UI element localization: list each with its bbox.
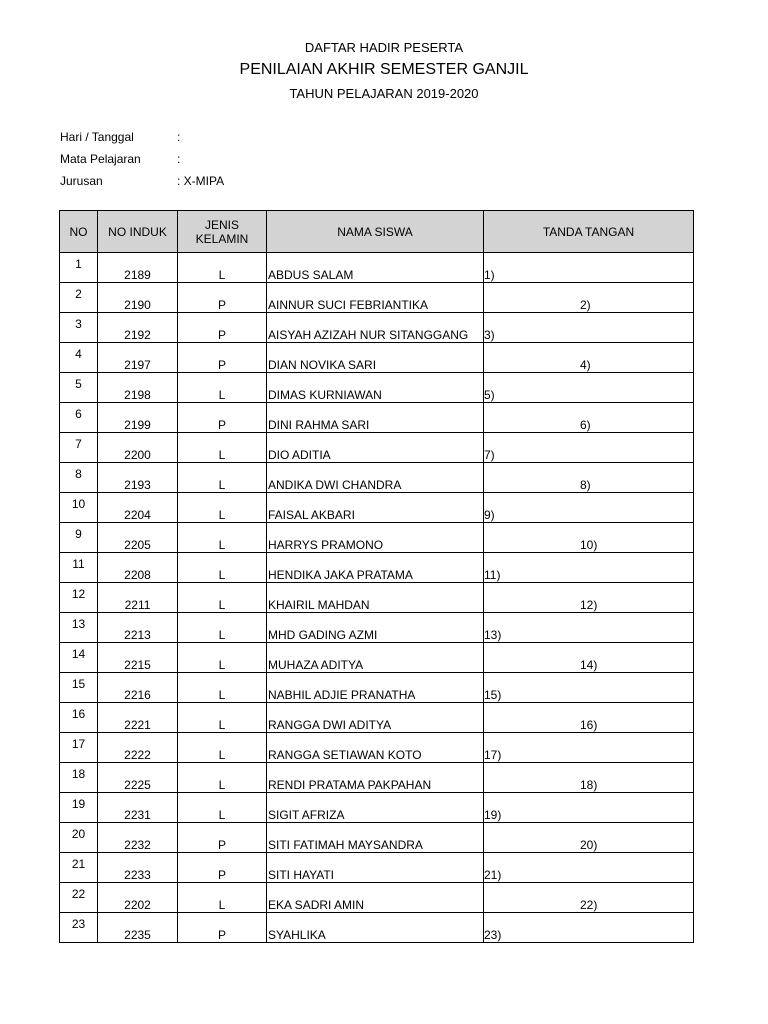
cell-jenis-kelamin: P: [178, 283, 267, 313]
table-header-row: [60, 211, 694, 253]
cell-tanda-tangan: 3): [484, 313, 694, 343]
cell-no: 12: [60, 583, 98, 613]
cell-no: 8: [60, 463, 98, 493]
doc-title-line2: PENILAIAN AKHIR SEMESTER GANJIL: [239, 61, 529, 78]
attendance-table: [59, 210, 694, 943]
doc-title-line1: DAFTAR HADIR PESERTA: [304, 40, 464, 55]
cell-tanda-tangan: 4): [484, 343, 694, 373]
table-row: [60, 643, 694, 673]
table-row: [60, 253, 694, 283]
table-row: [60, 913, 694, 943]
cell-no: 1: [60, 253, 98, 283]
cell-jenis-kelamin: L: [178, 523, 267, 553]
cell-tanda-tangan: 23): [484, 913, 694, 943]
cell-jenis-kelamin: L: [178, 253, 267, 283]
info-row-major: [60, 174, 224, 188]
cell-no: 5: [60, 373, 98, 403]
col-header-nama-siswa: NAMA SISWA: [267, 211, 484, 253]
cell-tanda-tangan: 7): [484, 433, 694, 463]
cell-jenis-kelamin: L: [178, 373, 267, 403]
cell-nama-siswa: HARRYS PRAMONO: [267, 523, 484, 553]
cell-nama-siswa: DIMAS KURNIAWAN: [267, 373, 484, 403]
cell-nama-siswa: HENDIKA JAKA PRATAMA: [267, 553, 484, 583]
cell-no: 23: [60, 913, 98, 943]
cell-tanda-tangan: 19): [484, 793, 694, 823]
cell-jenis-kelamin: L: [178, 703, 267, 733]
cell-no-induk: 2208: [98, 553, 178, 583]
info-value: : X-MIPA: [177, 174, 225, 188]
cell-no-induk: 2202: [98, 883, 178, 913]
table-row: [60, 673, 694, 703]
table-row: [60, 763, 694, 793]
cell-jenis-kelamin: P: [178, 853, 267, 883]
info-row-subject: [60, 152, 180, 166]
cell-no: 6: [60, 403, 98, 433]
cell-tanda-tangan: 13): [484, 613, 694, 643]
cell-no-induk: 2204: [98, 493, 178, 523]
cell-jenis-kelamin: L: [178, 733, 267, 763]
cell-tanda-tangan: 17): [484, 733, 694, 763]
cell-nama-siswa: MUHAZA ADITYA: [267, 643, 484, 673]
table-row: [60, 403, 694, 433]
cell-no-induk: 2232: [98, 823, 178, 853]
cell-no: 9: [60, 523, 98, 553]
cell-no: 15: [60, 673, 98, 703]
cell-jenis-kelamin: P: [178, 403, 267, 433]
info-label: Mata Pelajaran: [60, 152, 141, 166]
cell-nama-siswa: SITI FATIMAH MAYSANDRA: [267, 823, 484, 853]
cell-no-induk: 2197: [98, 343, 178, 373]
cell-no: 13: [60, 613, 98, 643]
cell-no-induk: 2190: [98, 283, 178, 313]
cell-tanda-tangan: 21): [484, 853, 694, 883]
cell-no-induk: 2211: [98, 583, 178, 613]
cell-no: 7: [60, 433, 98, 463]
cell-jenis-kelamin: P: [178, 313, 267, 343]
cell-no-induk: 2193: [98, 463, 178, 493]
table-row: [60, 823, 694, 853]
table-row: [60, 703, 694, 733]
cell-tanda-tangan: 16): [484, 703, 694, 733]
cell-nama-siswa: AISYAH AZIZAH NUR SITANGGANG: [267, 313, 484, 343]
info-row-date: [60, 130, 180, 144]
cell-no-induk: 2213: [98, 613, 178, 643]
table-row: [60, 523, 694, 553]
cell-tanda-tangan: 12): [484, 583, 694, 613]
cell-nama-siswa: SYAHLIKA: [267, 913, 484, 943]
cell-tanda-tangan: 18): [484, 763, 694, 793]
cell-nama-siswa: DIAN NOVIKA SARI: [267, 343, 484, 373]
table-row: [60, 553, 694, 583]
doc-title-line3: TAHUN PELAJARAN 2019-2020: [289, 86, 479, 101]
col-header-tanda-tangan: TANDA TANGAN: [484, 211, 694, 253]
cell-nama-siswa: ANDIKA DWI CHANDRA: [267, 463, 484, 493]
table-row: [60, 613, 694, 643]
cell-no: 18: [60, 763, 98, 793]
cell-tanda-tangan: 6): [484, 403, 694, 433]
cell-no: 19: [60, 793, 98, 823]
table-row: [60, 883, 694, 913]
cell-tanda-tangan: 22): [484, 883, 694, 913]
cell-tanda-tangan: 10): [484, 523, 694, 553]
cell-nama-siswa: SIGIT AFRIZA: [267, 793, 484, 823]
info-value: :: [177, 130, 181, 144]
table-row: [60, 313, 694, 343]
cell-no-induk: 2199: [98, 403, 178, 433]
cell-no-induk: 2205: [98, 523, 178, 553]
cell-nama-siswa: ABDUS SALAM: [267, 253, 484, 283]
cell-no: 21: [60, 853, 98, 883]
cell-jenis-kelamin: L: [178, 463, 267, 493]
cell-jenis-kelamin: L: [178, 583, 267, 613]
cell-no: 11: [60, 553, 98, 583]
table-row: [60, 493, 694, 523]
table-row: [60, 583, 694, 613]
cell-jenis-kelamin: P: [178, 823, 267, 853]
cell-no: 4: [60, 343, 98, 373]
cell-tanda-tangan: 1): [484, 253, 694, 283]
cell-tanda-tangan: 14): [484, 643, 694, 673]
col-header-no-induk: NO INDUK: [98, 211, 178, 253]
table-row: [60, 343, 694, 373]
cell-no-induk: 2192: [98, 313, 178, 343]
cell-nama-siswa: FAISAL AKBARI: [267, 493, 484, 523]
table-row: [60, 373, 694, 403]
cell-tanda-tangan: 9): [484, 493, 694, 523]
cell-no-induk: 2200: [98, 433, 178, 463]
cell-jenis-kelamin: L: [178, 793, 267, 823]
cell-nama-siswa: DINI RAHMA SARI: [267, 403, 484, 433]
cell-no-induk: 2231: [98, 793, 178, 823]
cell-nama-siswa: KHAIRIL MAHDAN: [267, 583, 484, 613]
info-label: Hari / Tanggal: [60, 130, 134, 144]
table-row: [60, 283, 694, 313]
cell-no: 2: [60, 283, 98, 313]
cell-tanda-tangan: 2): [484, 283, 694, 313]
cell-nama-siswa: DIO ADITIA: [267, 433, 484, 463]
cell-nama-siswa: MHD GADING AZMI: [267, 613, 484, 643]
col-header-jenis-kelamin: JENIS KELAMIN: [178, 211, 267, 253]
table-row: [60, 463, 694, 493]
cell-jenis-kelamin: L: [178, 553, 267, 583]
cell-no: 20: [60, 823, 98, 853]
cell-no: 10: [60, 493, 98, 523]
table-row: [60, 733, 694, 763]
cell-tanda-tangan: 8): [484, 463, 694, 493]
cell-no-induk: 2198: [98, 373, 178, 403]
cell-nama-siswa: RENDI PRATAMA PAKPAHAN: [267, 763, 484, 793]
cell-no-induk: 2216: [98, 673, 178, 703]
cell-jenis-kelamin: P: [178, 343, 267, 373]
cell-tanda-tangan: 5): [484, 373, 694, 403]
cell-nama-siswa: RANGGA DWI ADITYA: [267, 703, 484, 733]
cell-jenis-kelamin: P: [178, 913, 267, 943]
cell-no: 17: [60, 733, 98, 763]
cell-no-induk: 2235: [98, 913, 178, 943]
cell-no: 3: [60, 313, 98, 343]
cell-no-induk: 2222: [98, 733, 178, 763]
cell-jenis-kelamin: L: [178, 673, 267, 703]
cell-jenis-kelamin: L: [178, 433, 267, 463]
cell-tanda-tangan: 11): [484, 553, 694, 583]
col-header-no: NO: [60, 211, 98, 253]
table-row: [60, 433, 694, 463]
cell-jenis-kelamin: L: [178, 763, 267, 793]
cell-nama-siswa: RANGGA SETIAWAN KOTO: [267, 733, 484, 763]
cell-no-induk: 2189: [98, 253, 178, 283]
cell-jenis-kelamin: L: [178, 883, 267, 913]
cell-jenis-kelamin: L: [178, 643, 267, 673]
cell-no-induk: 2221: [98, 703, 178, 733]
cell-jenis-kelamin: L: [178, 493, 267, 523]
cell-nama-siswa: AINNUR SUCI FEBRIANTIKA: [267, 283, 484, 313]
cell-nama-siswa: EKA SADRI AMIN: [267, 883, 484, 913]
cell-no: 14: [60, 643, 98, 673]
cell-no-induk: 2225: [98, 763, 178, 793]
cell-tanda-tangan: 20): [484, 823, 694, 853]
cell-jenis-kelamin: L: [178, 613, 267, 643]
cell-tanda-tangan: 15): [484, 673, 694, 703]
table-row: [60, 853, 694, 883]
cell-nama-siswa: SITI HAYATI: [267, 853, 484, 883]
table-row: [60, 793, 694, 823]
cell-no: 16: [60, 703, 98, 733]
cell-no: 22: [60, 883, 98, 913]
cell-no-induk: 2233: [98, 853, 178, 883]
info-value: :: [177, 152, 181, 166]
info-label: Jurusan: [60, 174, 103, 188]
cell-nama-siswa: NABHIL ADJIE PRANATHA: [267, 673, 484, 703]
cell-no-induk: 2215: [98, 643, 178, 673]
